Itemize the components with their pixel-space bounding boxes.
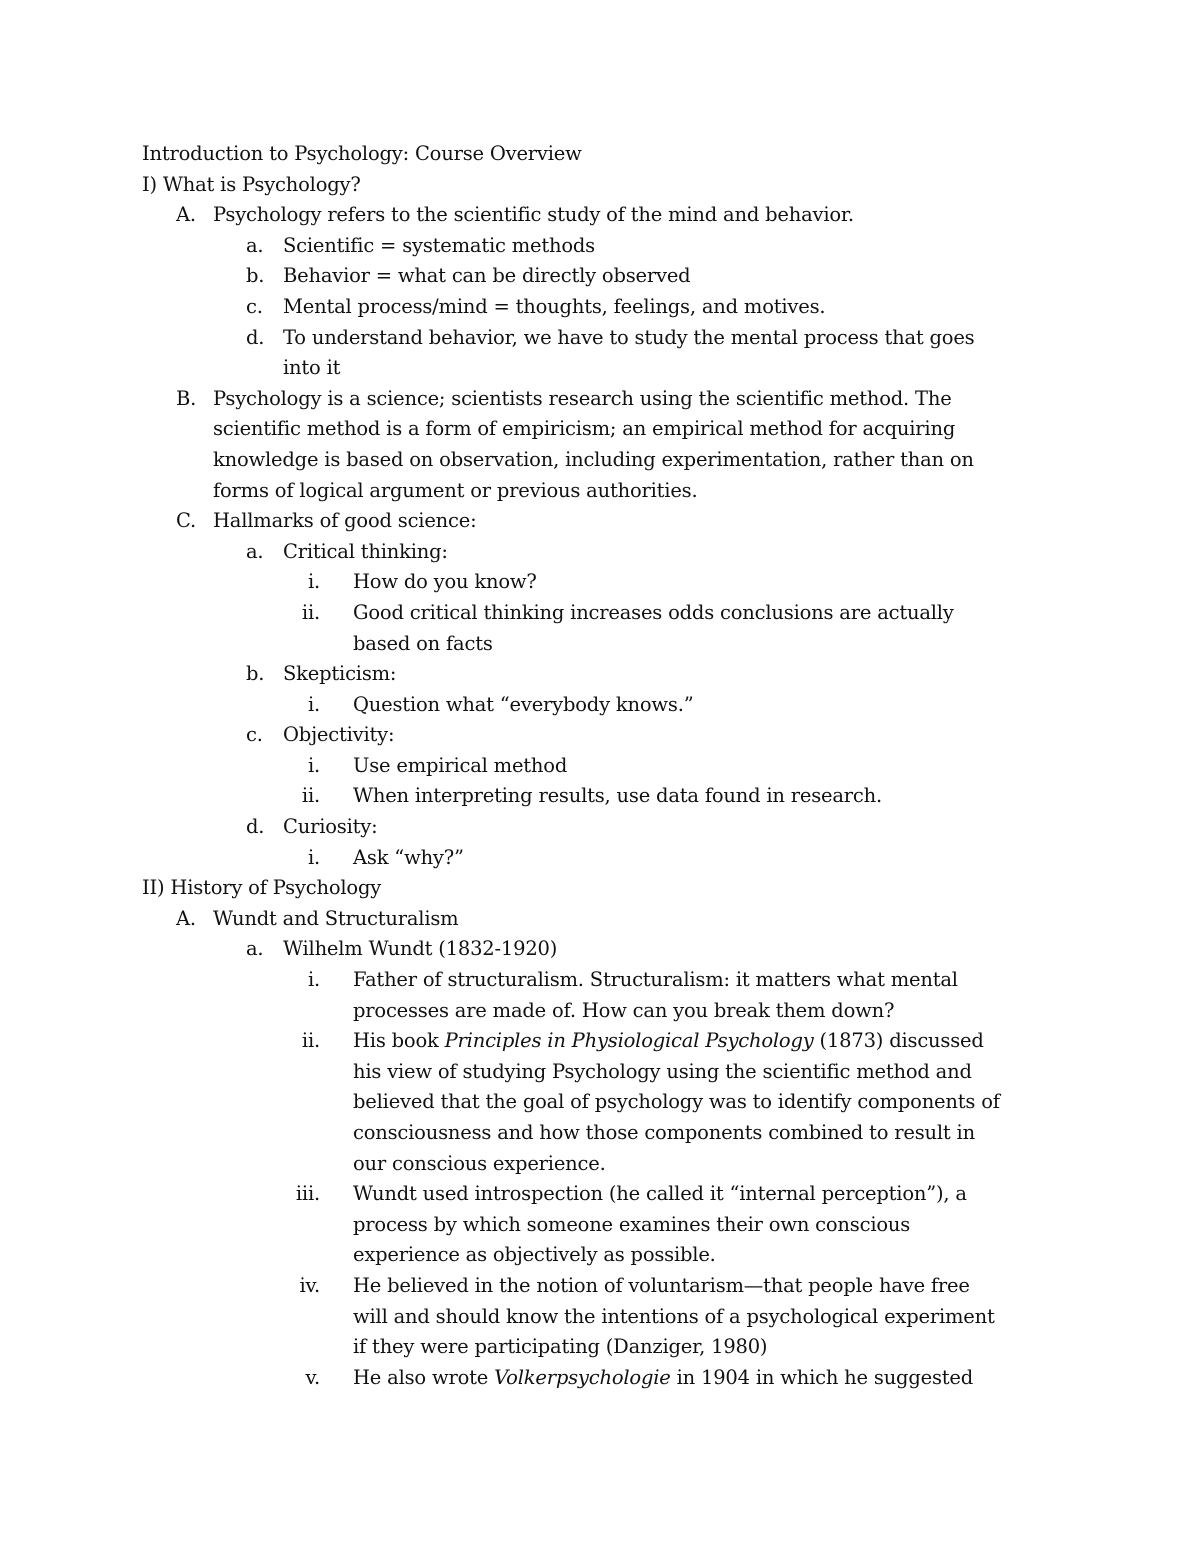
outline-subsubitem <box>0 690 1200 721</box>
outline-subitem <box>0 812 1200 843</box>
outline-subitem <box>0 720 1200 751</box>
section-1-heading: I) What is Psychology? <box>142 172 361 196</box>
outline-continuation <box>0 1302 1200 1333</box>
item-text: Behavior = what can be directly observed <box>283 264 691 288</box>
outline-subsubitem <box>0 1363 1200 1394</box>
section-heading <box>0 873 1200 904</box>
text-run: He also wrote <box>353 1365 495 1389</box>
item-text: Hallmarks of good science: <box>213 509 477 533</box>
outline-subitem <box>0 323 1200 354</box>
item-marker: A. <box>176 203 196 227</box>
text-run: in 1904 in which he suggested <box>670 1365 974 1389</box>
outline-continuation <box>0 1149 1200 1180</box>
item-text: He believed in the notion of voluntarism—that people have free <box>353 1273 970 1297</box>
section-2-heading: II) History of Psychology <box>142 876 382 900</box>
item-text: Wundt and Structuralism <box>213 906 459 930</box>
outline-continuation <box>0 629 1200 660</box>
item-marker: d. <box>246 815 265 839</box>
item-text: Skepticism: <box>283 662 397 686</box>
outline-continuation <box>0 476 1200 507</box>
item-text: experience as objectively as possible. <box>353 1243 716 1267</box>
item-text: Psychology refers to the scientific study of the mind and behavior. <box>213 203 854 227</box>
item-text <box>353 1026 984 1057</box>
item-text: into it <box>283 356 341 380</box>
outline-continuation <box>0 1240 1200 1271</box>
item-marker: a. <box>246 937 264 961</box>
item-text: if they were participating (Danziger, 1980) <box>353 1335 768 1359</box>
document-body <box>0 139 1200 1393</box>
item-marker: v. <box>305 1365 320 1389</box>
item-text: his view of studying Psychology using the scientific method and <box>353 1059 972 1083</box>
outline-continuation <box>0 1210 1200 1241</box>
outline-continuation <box>0 996 1200 1027</box>
item-marker: a. <box>246 233 264 257</box>
outline-continuation <box>0 353 1200 384</box>
item-text: Wilhelm Wundt (1832-1920) <box>283 937 558 961</box>
item-text: When interpreting results, use data found in research. <box>353 784 883 808</box>
item-text: forms of logical argument or previous authorities. <box>213 478 698 502</box>
item-text: Psychology is a science; scientists research using the scientific method. The <box>213 386 952 410</box>
item-text: Question what “everybody knows.” <box>353 692 694 716</box>
item-marker: ii. <box>301 1029 320 1053</box>
item-text: Mental process/mind = thoughts, feelings, and motives. <box>283 294 826 318</box>
item-text: Objectivity: <box>283 723 395 747</box>
outline-subsubitem <box>0 1026 1200 1057</box>
outline-continuation <box>0 1118 1200 1149</box>
item-text: How do you know? <box>353 570 537 594</box>
item-text: scientific method is a form of empiricism; an empirical method for acquiring <box>213 417 956 441</box>
item-text: To understand behavior, we have to study the mental process that goes <box>283 325 975 349</box>
outline-continuation <box>0 1087 1200 1118</box>
outline-subsubitem <box>0 1271 1200 1302</box>
outline-subsubitem <box>0 567 1200 598</box>
book-title: Principles in Physiological Psychology <box>444 1029 814 1053</box>
item-text: processes are made of. How can you break them down? <box>353 998 895 1022</box>
item-text: will and should know the intentions of a psychological experiment <box>353 1304 995 1328</box>
item-marker: ii. <box>301 784 320 808</box>
item-text: based on facts <box>353 631 493 655</box>
item-text: Father of structuralism. Structuralism: it matters what mental <box>353 968 958 992</box>
text-run: (1873) discussed <box>813 1029 984 1053</box>
item-text <box>353 1363 973 1394</box>
outline-subsubitem <box>0 751 1200 782</box>
item-marker: iv. <box>299 1273 320 1297</box>
item-marker: c. <box>246 723 263 747</box>
outline-item <box>0 506 1200 537</box>
item-marker: C. <box>176 509 197 533</box>
outline-continuation <box>0 1057 1200 1088</box>
outline-item <box>0 904 1200 935</box>
item-text: consciousness and how those components combined to result in <box>353 1121 975 1144</box>
item-marker: b. <box>246 264 265 288</box>
outline-subitem <box>0 292 1200 323</box>
book-title: Volkerpsychologie <box>494 1365 671 1389</box>
item-text: Use empirical method <box>353 753 568 777</box>
outline-subitem <box>0 659 1200 690</box>
item-marker: i. <box>307 845 320 869</box>
outline-subitem <box>0 934 1200 965</box>
item-text: believed that the goal of psychology was to identify components of <box>353 1090 1000 1114</box>
outline-continuation <box>0 1332 1200 1363</box>
item-marker: i. <box>307 968 320 992</box>
outline-item <box>0 384 1200 415</box>
item-marker: iii. <box>295 1182 320 1206</box>
title-text: Introduction to Psychology: Course Overview <box>142 142 582 165</box>
outline-subsubitem <box>0 843 1200 874</box>
outline-subitem <box>0 231 1200 262</box>
item-text: process by which someone examines their own conscious <box>353 1212 911 1236</box>
item-text: Ask “why?” <box>353 845 464 869</box>
item-text: Curiosity: <box>283 815 378 839</box>
item-marker: c. <box>246 294 263 318</box>
document-title <box>0 139 1200 170</box>
outline-subsubitem <box>0 965 1200 996</box>
text-run: His book <box>353 1029 445 1053</box>
item-text: Wundt used introspection (he called it “internal perception”), a <box>353 1182 967 1206</box>
item-marker: ii. <box>301 600 320 624</box>
item-marker: i. <box>307 692 320 716</box>
section-heading <box>0 170 1200 201</box>
outline-continuation <box>0 414 1200 445</box>
outline-continuation <box>0 445 1200 476</box>
item-marker: a. <box>246 539 264 563</box>
item-marker: b. <box>246 662 265 686</box>
item-marker: i. <box>307 753 320 777</box>
outline-subsubitem <box>0 781 1200 812</box>
outline-subitem <box>0 537 1200 568</box>
outline-item <box>0 200 1200 231</box>
item-text: knowledge is based on observation, including experimentation, rather than on <box>213 447 974 471</box>
item-text: our conscious experience. <box>353 1151 606 1175</box>
item-text: Scientific = systematic methods <box>283 233 595 257</box>
item-marker: B. <box>176 386 197 410</box>
item-marker: i. <box>307 570 320 594</box>
item-marker: d. <box>246 325 265 349</box>
item-marker: A. <box>176 906 196 930</box>
outline-subitem <box>0 261 1200 292</box>
item-text: Good critical thinking increases odds conclusions are actually <box>353 600 954 624</box>
outline-subsubitem <box>0 1179 1200 1210</box>
outline-subsubitem <box>0 598 1200 629</box>
item-text: Critical thinking: <box>283 539 448 563</box>
